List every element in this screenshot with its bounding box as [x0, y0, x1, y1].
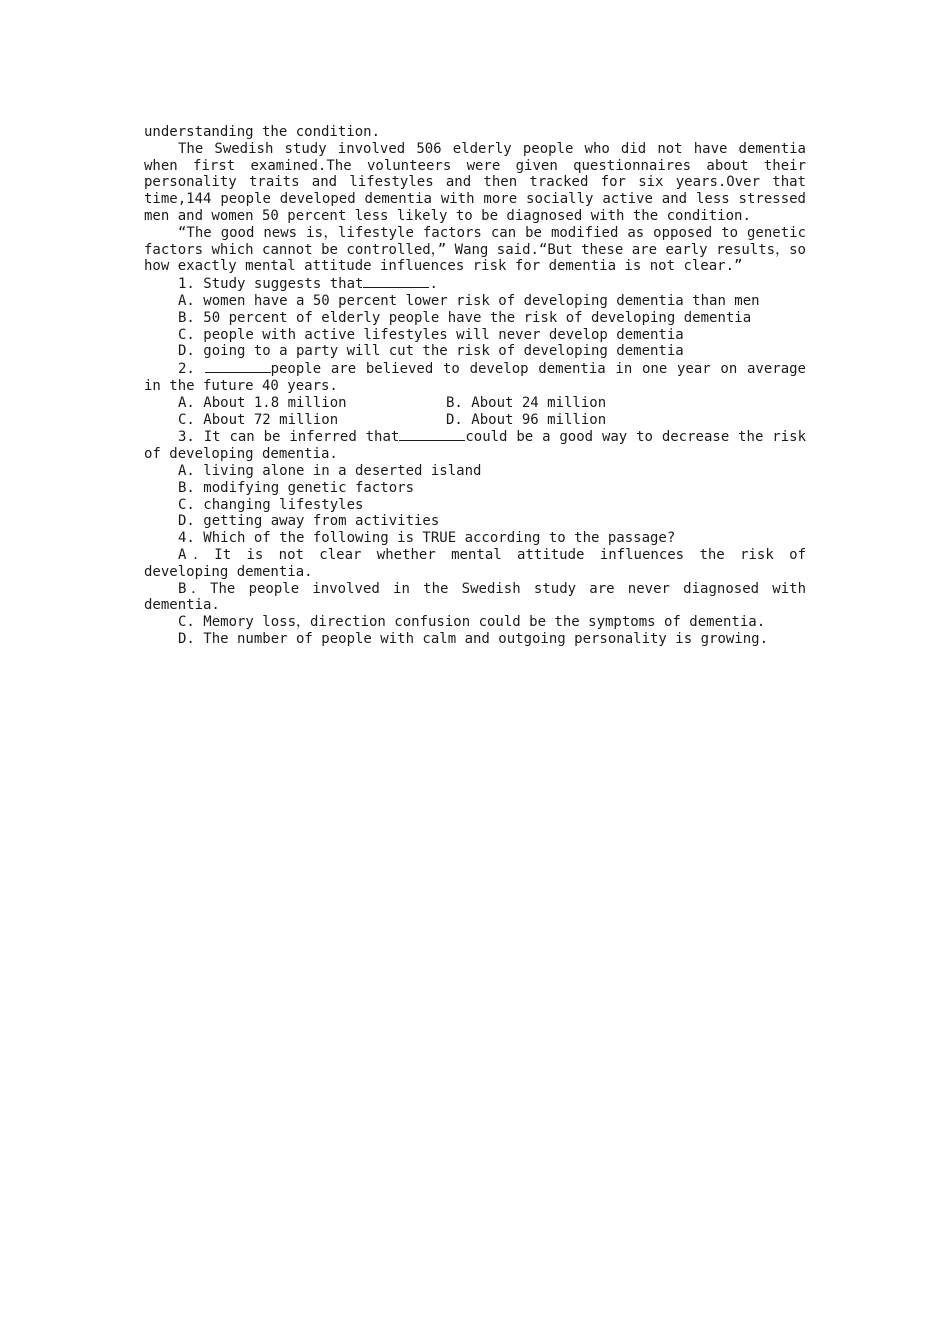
question-2-option-b: B. About 24 million — [446, 394, 607, 411]
question-2-options-row-2 — [144, 412, 806, 429]
document-page — [144, 124, 806, 648]
question-3-option-d: D. getting away from activities — [178, 513, 440, 530]
question-2-option-a: A. About 1.8 million — [178, 394, 347, 411]
question-4-stem: 4. Which of the following is TRUE according to the passage? — [178, 530, 676, 547]
question-1-option-c: C. people with active lifestyles will never develop dementia — [178, 326, 684, 343]
question-4-option-a: A．It is not clear whether mental attitude influences the risk of developing dementia. — [144, 546, 806, 580]
question-2-option-c: C. About 72 million — [178, 411, 339, 428]
question-1-text-after: . — [429, 276, 438, 293]
question-3-text-before: 3. It can be inferred that — [178, 429, 400, 446]
question-1-option-d: D. going to a party will cut the risk of developing dementia — [178, 343, 684, 360]
question-2-text-before: 2. — [178, 361, 195, 378]
question-1-text-before: 1. Study suggests that — [178, 276, 364, 293]
question-2-option-d: D. About 96 million — [446, 411, 607, 428]
passage-paragraph-2: The Swedish study involved 506 elderly people who did not have dementia when first examined.The volunteers were given questionnaires about their personality traits and lifestyles and then tracked for six years.Over that time,144 people developed dementia with more socially active and less stressed men and women 50 percent less likely to be diagnosed with the condition. — [144, 140, 806, 224]
question-4-option-b: B．The people involved in the Swedish study are never diagnosed with dementia. — [144, 580, 806, 614]
question-4-option-c: C. Memory loss，direction confusion could be the symptoms of dementia. — [178, 614, 766, 631]
question-3-option-c: C. changing lifestyles — [178, 496, 364, 513]
question-1-option-b: B. 50 percent of elderly people have the risk of developing dementia — [178, 309, 752, 326]
answer-blank — [205, 360, 271, 373]
question-3-option-b: B. modifying genetic factors — [178, 479, 415, 496]
question-3-text-after: could be a good way to decrease the risk of developing dementia. — [144, 429, 806, 463]
question-4-option-d: D. The number of people with calm and outgoing personality is growing. — [178, 630, 769, 647]
answer-blank — [363, 275, 429, 288]
question-2-options-row-1 — [144, 395, 806, 412]
question-2-text-after: people are believed to develop dementia in one year on average in the future 40 years. — [144, 361, 806, 394]
passage-paragraph-1: understanding the condition. — [144, 124, 381, 140]
question-1-option-a: A. women have a 50 percent lower risk of developing dementia than men — [178, 292, 760, 309]
question-3-option-a: A. living alone in a deserted island — [178, 462, 482, 479]
question-1-stem — [144, 275, 806, 293]
answer-blank — [399, 428, 465, 441]
question-2-stem — [144, 360, 806, 395]
passage-paragraph-3: “The good news is，lifestyle factors can be modified as opposed to genetic factors which cannot be controlled，” Wang said.“But these are early results，so how exactly mental attitude influences risk for dementia is not clear.” — [144, 224, 806, 275]
question-3-stem — [144, 428, 806, 463]
